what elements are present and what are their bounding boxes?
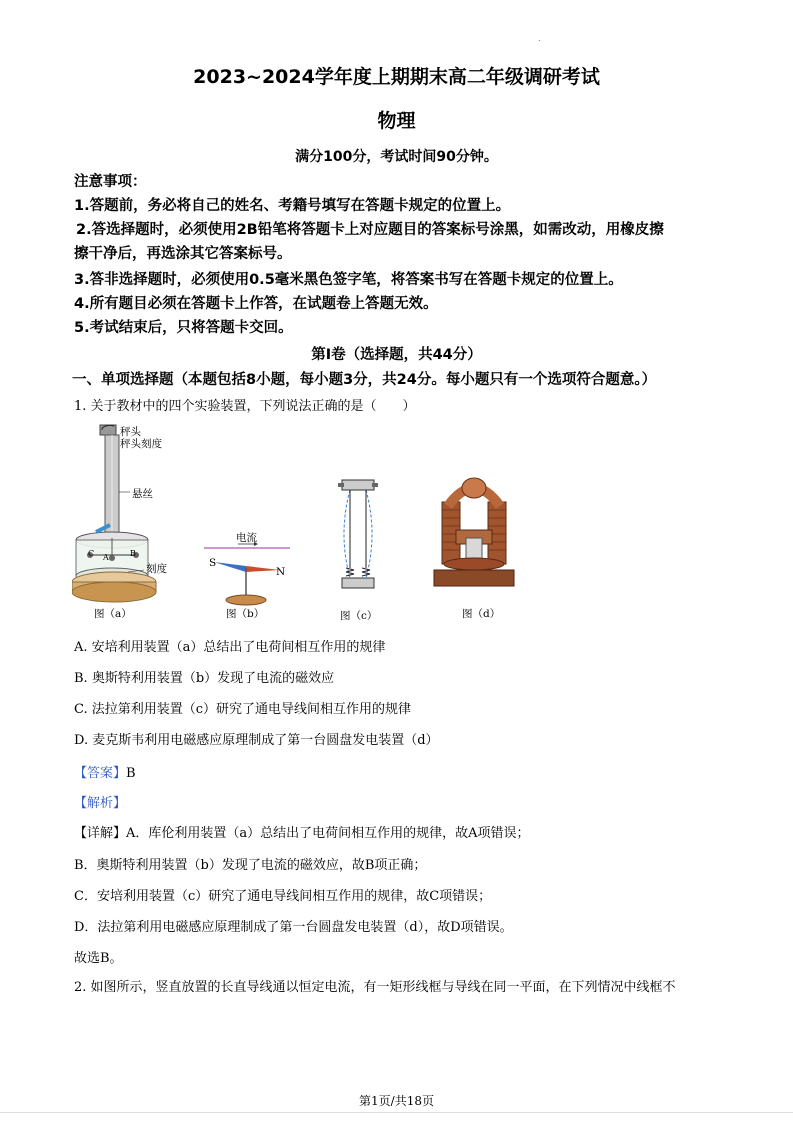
fig-a-caption: 图（a） (94, 608, 132, 620)
question-1-option-c: C. 法拉第利用装置（c）研究了通电导线间相互作用的规律 (74, 702, 412, 717)
notice-item-2: 2.答选择题时，必须使用2B铅笔将答题卡上对应题目的答案标号涂黑，如需改动，用橡皮擦 (76, 222, 664, 238)
notice-item-4: 4.所有题目必须在答题卡上作答，在试题卷上答题无效。 (74, 296, 438, 312)
scan-dot: . (538, 34, 541, 43)
fig-a-label-scale-head: 秤头刻度 (120, 438, 162, 450)
fig-c-caption: 图（c） (340, 610, 378, 622)
page-footer: 第1页/共18页 (359, 1094, 434, 1108)
notice-heading: 注意事项： (74, 174, 147, 190)
fig-a-label-head: 秤头 (120, 426, 141, 438)
detail-text-1: A．库伦利用装置（a）总结出了电荷间相互作用的规律，故A项错误； (126, 826, 530, 841)
notice-item-1: 1.答题前，务必将自己的姓名、考籍号填写在答题卡规定的位置上。 (74, 198, 511, 214)
fig-b-label-current: 电流 (236, 532, 257, 544)
notice-item-3: 3.答非选择题时，必须使用0.5毫米黑色签字笔，将答案书写在答题卡规定的位置上。 (74, 272, 623, 288)
question-1-option-d: D. 麦克斯韦利用电磁感应原理制成了第一台圆盘发电装置（d） (74, 733, 439, 748)
part-heading: 第Ⅰ卷（选择题，共44分） (311, 347, 482, 363)
detail-tag: 【详解】 (74, 826, 127, 841)
notice-item-2-cont: 擦干净后，再选涂其它答案标号。 (74, 246, 292, 262)
fig-a-label-a: A (103, 553, 109, 562)
notice-item-5: 5.考试结束后，只将答题卡交回。 (74, 320, 293, 336)
fig-a-label-b: B (130, 549, 136, 558)
page-title: 2023~2024学年度上期期末高二年级调研考试 (193, 66, 600, 88)
detail-line-1 (74, 822, 530, 841)
question-2-stem: 2. 如图所示，竖直放置的长直导线通以恒定电流，有一矩形线框与导线在同一平面，在下列情况中线框不 (74, 980, 676, 995)
footer-divider (0, 1112, 793, 1113)
answer-tag: 【答案】 (74, 766, 127, 781)
fig-b-label-n: N (276, 566, 286, 578)
exam-info: 满分100分，考试时间90分钟。 (295, 149, 498, 165)
fig-a-label-scale: 刻度 (146, 563, 167, 575)
question-1-option-a: A. 安培利用装置（a）总结出了电荷间相互作用的规律 (74, 640, 386, 655)
fig-d-caption: 图（d） (462, 608, 501, 620)
detail-conclusion: 故选B。 (74, 951, 123, 966)
section-heading: 一、单项选择题（本题包括8小题，每小题3分，共24分。每小题只有一个选项符合题意。） (72, 372, 657, 388)
answer-line (74, 762, 136, 781)
analysis-tag: 【解析】 (74, 796, 127, 811)
fig-a-label-c: C (88, 549, 95, 558)
figure-c-parallel-wires (336, 478, 380, 590)
answer-value: B (126, 766, 136, 781)
fig-a-label-wire: 悬丝 (132, 488, 153, 500)
subject-title: 物理 (377, 110, 416, 132)
fig-b-label-s: S (209, 557, 217, 569)
figure-d-coil-device (430, 474, 518, 590)
detail-line-2: B．奥斯特利用装置（b）发现了电流的磁效应，故B项正确； (74, 858, 427, 873)
question-1-stem: 1. 关于教材中的四个实验装置，下列说法正确的是（ ） (74, 399, 416, 414)
fig-b-caption: 图（b） (226, 608, 265, 620)
question-1-option-b: B. 奥斯特利用装置（b）发现了电流的磁效应 (74, 671, 335, 686)
detail-line-3: C．安培利用装置（c）研究了通电导线间相互作用的规律，故C项错误； (74, 889, 492, 904)
detail-line-4: D．法拉第利用电磁感应原理制成了第一台圆盘发电装置（d），故D项错误。 (74, 920, 513, 935)
